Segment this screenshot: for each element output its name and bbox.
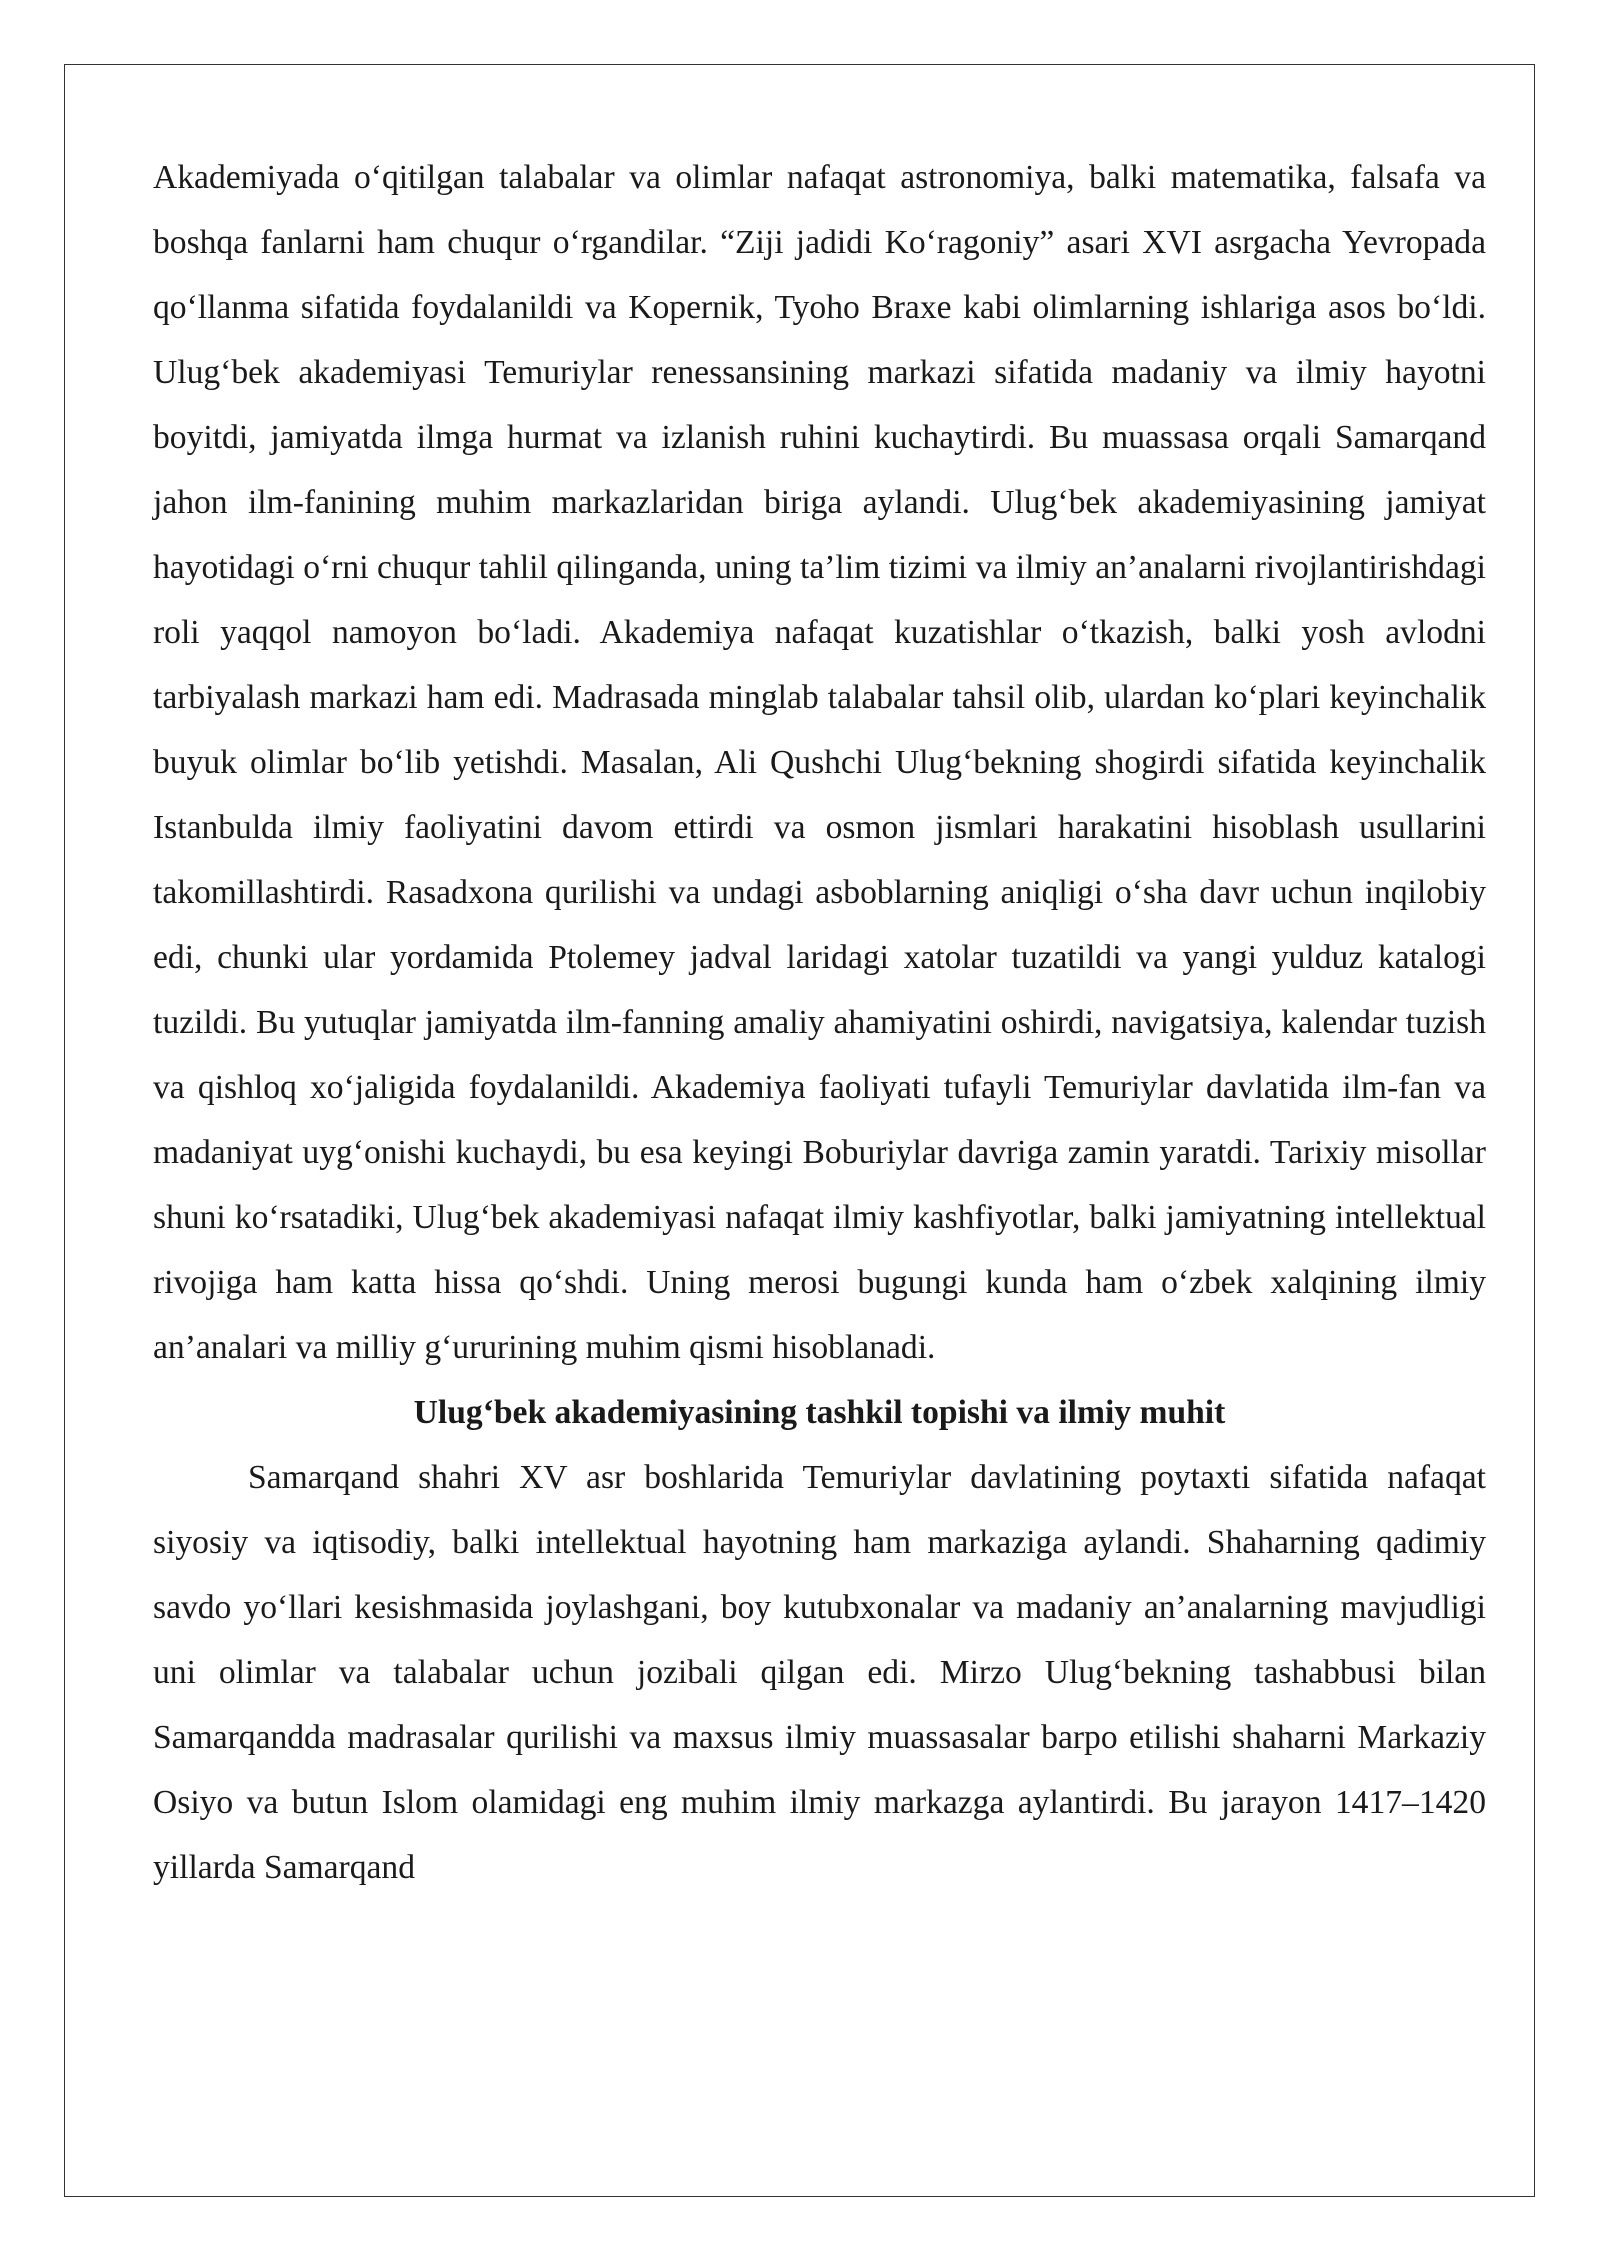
body-paragraph: Samarqand shahri XV asr boshlarida Temuriylar davlatining poytaxti sifatida nafaqat siyosiy va iqtisodiy, balki intellektual hayotning ham markaziga aylandi. Shaharning qadimiy savdo yo‘llari kesishmasida joylashgani, boy kutubxonalar va madaniy an’analarning mavjudligi uni olimlar va talabalar uchun jozibali qilgan edi. Mirzo Ulug‘bekning tashabbusi bilan Samarqandda madrasalar qurilishi va maxsus ilmiy muassasalar barpo etilishi shaharni Markaziy Osiyo va butun Islom olamidagi eng muhim ilmiy markazga aylantirdi. Bu jarayon 1417–1420 yillarda Samarqand xyxy=(153,1459,1486,1886)
body-paragraph: Akademiyada o‘qitilgan talabalar va olimlar nafaqat astronomiya, balki matematika, falsafa va boshqa fanlarni ham chuqur o‘rgandilar. “Ziji jadidi Ko‘ragoniy” asari XVI asrgacha Yevropada qo‘llanma sifatida foydalanildi va Kopernik, Tyoho Braxe kabi olimlarning ishlariga asos bo‘ldi. Ulug‘bek akademiyasi Temuriylar renessansining markazi sifatida madaniy va ilmiy hayotni boyitdi, jamiyatda ilmga hurmat va izlanish ruhini kuchaytirdi. Bu muassasa orqali Samarqand jahon ilm-fanining muhim markazlaridan biriga aylandi. Ulug‘bek akademiyasining jamiyat hayotidagi o‘rni chuqur tahlil qilinganda, uning ta’lim tizimi va ilmiy an’analarni rivojlantirishdagi roli yaqqol namoyon bo‘ladi. Akademiya nafaqat kuzatishlar o‘tkazish, balki yosh avlodni tarbiyalash markazi ham edi. Madrasada minglab talabalar tahsil olib, ulardan ko‘plari keyinchalik buyuk olimlar bo‘lib yetishdi. Masalan, Ali Qushchi Ulug‘bekning shogirdi sifatida keyinchalik Istanbulda ilmiy faoliyatini davom ettirdi va osmon jismlari harakatini hisoblash usullarini takomillashtirdi. Rasadxona qurilishi va undagi asboblarning aniqligi o‘sha davr uchun inqilobiy edi, chunki ular yordamida Ptolemey jadval laridagi xatolar tuzatildi va yangi yulduz katalogi tuzildi. Bu yutuqlar jamiyatda ilm-fanning amaliy ahamiyatini oshirdi, navigatsiya, kalendar tuzish va qishloq xo‘jaligida foydalanildi. Akademiya faoliyati tufayli Temuriylar davlatida ilm-fan va madaniyat uyg‘onishi kuchaydi, bu esa keyingi Boburiylar davriga zamin yaratdi. Tarixiy misollar shuni ko‘rsatadiki, Ulug‘bek akademiyasi nafaqat ilmiy kashfiyotlar, balki jamiyatning intellektual rivojiga ham katta hissa qo‘shdi. Uning merosi bugungi kunda ham o‘zbek xalqining ilmiy an’analari va milliy g‘ururining muhim qismi hisoblanadi. xyxy=(153,159,1486,1366)
section-heading: Ulug‘bek akademiyasining tashkil topishi va ilmiy muhit xyxy=(413,1394,1226,1431)
document-body xyxy=(153,145,1486,1900)
